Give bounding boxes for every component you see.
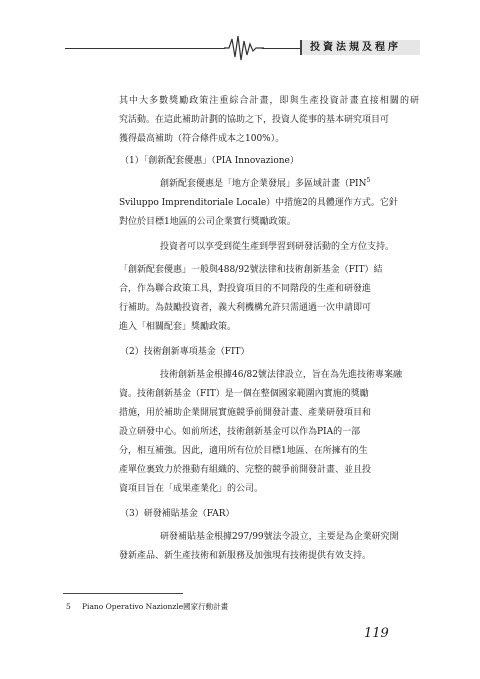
page-number: 119	[364, 626, 389, 641]
header-pulse-icon	[224, 33, 264, 63]
body-line: 發新產品、新生產技術和新服務及加強現有技術提供有效支持。	[119, 551, 372, 561]
body-line: 投資者可以享受到從生產到學習到研發活動的全方位支持。	[160, 242, 395, 252]
body-line: 對位於目標1地區的公司企業實行獎勵政策。	[119, 217, 296, 227]
body-line: 研發補貼基金根據297/99號法令設立，主要是為企業研究開	[160, 532, 399, 542]
body-line: 進入「相關配套」獎勵政策。	[119, 322, 237, 332]
body-line: 技術創新基金根據46/82號法律設立，旨在為先進技術專案融	[160, 370, 402, 380]
footnote-text: Piano Operativo Nazionzle國家行動計畫	[82, 602, 229, 611]
body-line: 產單位裏致力於推動有組織的、完整的競爭前開發計畫、並且投	[119, 465, 372, 475]
header-rule-right	[262, 48, 302, 49]
body-line: 措施，用於補助企業開展實施競爭前開發計畫、產業研發項目和	[119, 408, 372, 418]
body-line: 資項目旨在「成果產業化」的公司。	[119, 484, 264, 494]
body-line: 合，作為聯合政策工具，對投資項目的不同階段的生產和研發進	[119, 284, 372, 294]
body-line: 其中大多數獎勵政策注重綜合計畫，即與生產投資計畫直接相關的研	[119, 96, 419, 106]
body-line-text: 創新配套優惠是「地方企業發展」多區域計畫（PIN	[160, 179, 367, 189]
body-line: 「創新配套優惠」一般與488/92號法律和技術創新基金（FIT）結	[119, 265, 383, 275]
section-heading-fit: （2）技術創新專項基金（FIT）	[120, 347, 250, 357]
body-line: 究活動。在這此補助計劃的協助之下，投資人從事的基本研究項目可	[119, 115, 390, 125]
body-line: 資。技術創新基金（FIT）是一個在整個國家範圍內實施的獎勵	[119, 389, 369, 399]
body-line: Sviluppo Imprenditoriale Locale）中措施2的具體運作方式。它針	[119, 198, 398, 208]
footnote-marker: 5	[366, 177, 371, 184]
body-line	[160, 178, 418, 190]
section-heading-far: （3）研發補貼基金（FAR）	[120, 509, 235, 519]
body-line: 分，相互補強。因此，適用所有位於目標1地區、在所擁有的生	[119, 446, 368, 456]
header-rule-left	[65, 48, 225, 49]
footnote-number: 5	[66, 602, 71, 611]
running-header-title: 投資法規及程序	[300, 40, 420, 55]
footnote-rule	[63, 593, 183, 594]
body-line: 設立研發中心。如前所述，技術創新基金可以作為PIA的一部	[119, 427, 361, 437]
body-line: 獲得最高補助（符合條件成本之100%）。	[119, 134, 285, 144]
body-line: 行補助。為鼓勵投資者，義大利機構允許只需通過一次申請即可	[119, 303, 372, 313]
section-heading-pia: （1）「創新配套優惠」（PIA Innovazione）	[120, 156, 299, 166]
footnote	[66, 602, 228, 612]
